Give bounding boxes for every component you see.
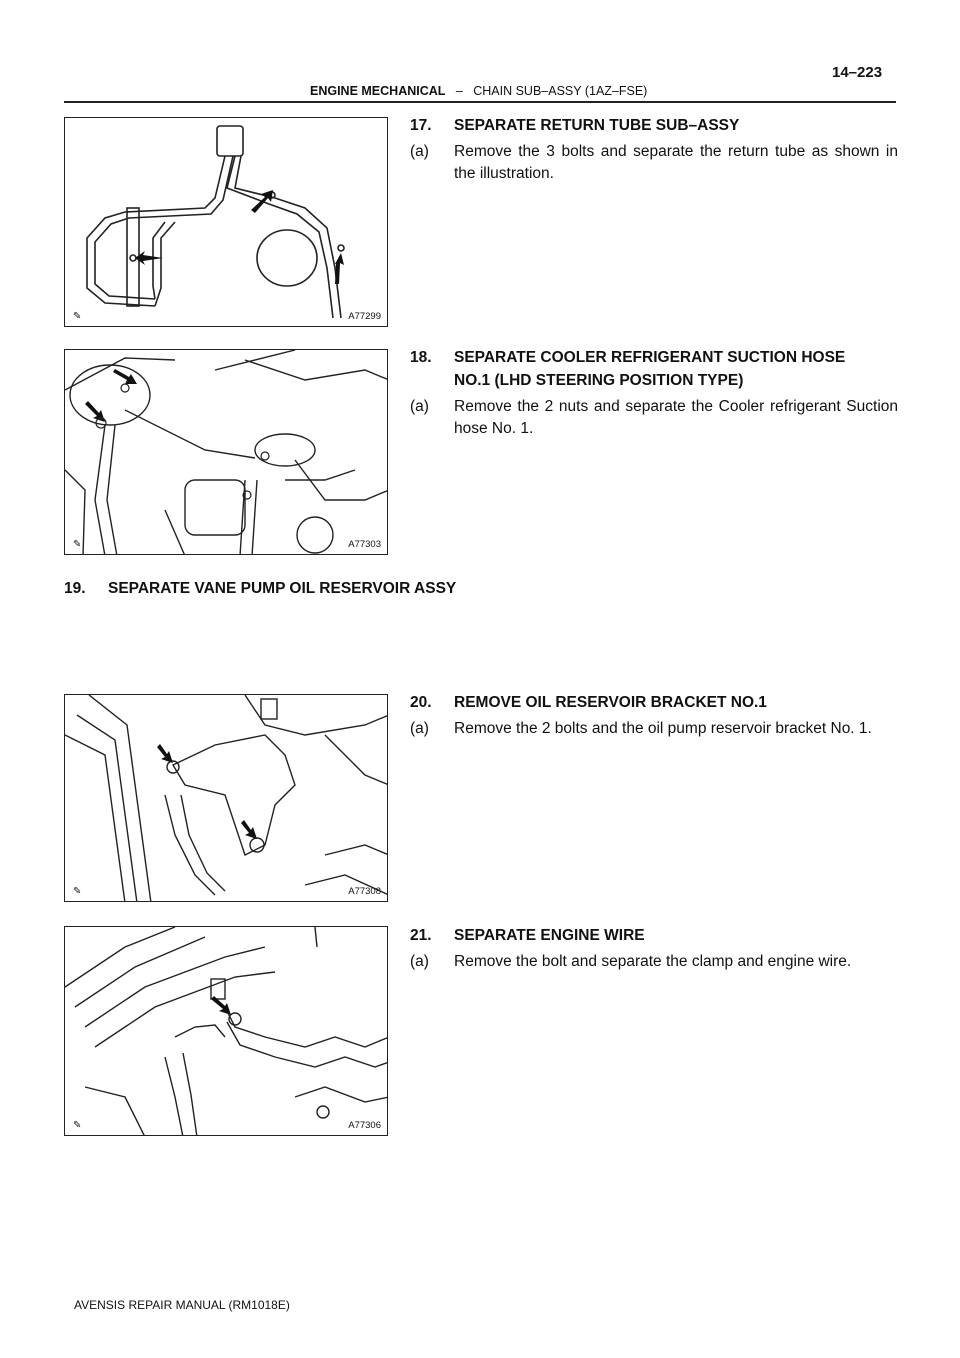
step-20-title [410, 694, 767, 712]
sub-label: (a) [410, 143, 429, 160]
footer-manual-id: AVENSIS REPAIR MANUAL (RM1018E) [74, 1298, 290, 1312]
figure-code: A77299 [348, 311, 381, 322]
figure-suction-hose [64, 349, 388, 555]
step-20-sub-a [410, 718, 898, 740]
header-separator: – [455, 84, 463, 98]
reservoir-bracket-illustration [65, 695, 388, 902]
figure-mark: ✎ [73, 311, 82, 322]
sub-text: Remove the 2 bolts and the oil pump reservoir bracket No. 1. [454, 720, 872, 737]
sub-label: (a) [410, 720, 429, 737]
figure-reservoir-bracket [64, 694, 388, 902]
step-21-sub-a [410, 951, 898, 973]
step-17-title [410, 117, 739, 135]
figure-code: A77303 [348, 539, 381, 550]
suction-hose-illustration [65, 350, 388, 555]
figure-mark: ✎ [73, 539, 82, 550]
page-number: 14–223 [832, 64, 883, 81]
sub-text: Remove the 3 bolts and separate the return tube as shown in the illustration. [454, 143, 898, 182]
header-section: ENGINE MECHANICAL [310, 84, 446, 98]
step-17-sub-a [410, 141, 898, 185]
header-subsection: CHAIN SUB–ASSY (1AZ–FSE) [473, 84, 648, 98]
step-number: 21. [410, 927, 432, 944]
sub-text: Remove the 2 nuts and separate the Cooler refrigerant Suction hose No. 1. [454, 398, 898, 437]
sub-text: Remove the bolt and separate the clamp and engine wire. [454, 953, 852, 970]
figure-code: A77308 [348, 886, 381, 897]
step-number: 18. [410, 349, 432, 366]
step-number: 20. [410, 694, 432, 711]
step-number: 17. [410, 117, 432, 134]
figure-return-tube [64, 117, 388, 327]
step-title-text: SEPARATE VANE PUMP OIL RESERVOIR ASSY [108, 580, 457, 597]
step-title-text: SEPARATE ENGINE WIRE [454, 927, 645, 944]
figure-mark: ✎ [73, 886, 82, 897]
sub-label: (a) [410, 953, 429, 970]
engine-wire-illustration [65, 927, 388, 1136]
step-19-title [64, 580, 456, 598]
step-number: 19. [64, 580, 86, 597]
figure-engine-wire [64, 926, 388, 1136]
running-header [310, 84, 647, 98]
figure-mark: ✎ [73, 1120, 82, 1131]
sub-label: (a) [410, 398, 429, 415]
figure-code: A77306 [348, 1120, 381, 1131]
step-title-text: SEPARATE RETURN TUBE SUB–ASSY [454, 117, 740, 134]
step-21-title [410, 927, 645, 945]
step-18-sub-a [410, 396, 898, 440]
return-tube-illustration [65, 118, 388, 327]
header-rule [64, 101, 896, 103]
step-18-title [410, 349, 845, 367]
step-title-text: SEPARATE COOLER REFRIGERANT SUCTION HOSE [454, 349, 846, 366]
step-title-text: REMOVE OIL RESERVOIR BRACKET NO.1 [454, 694, 767, 711]
step-18-title-line2: NO.1 (LHD STEERING POSITION TYPE) [454, 372, 744, 389]
